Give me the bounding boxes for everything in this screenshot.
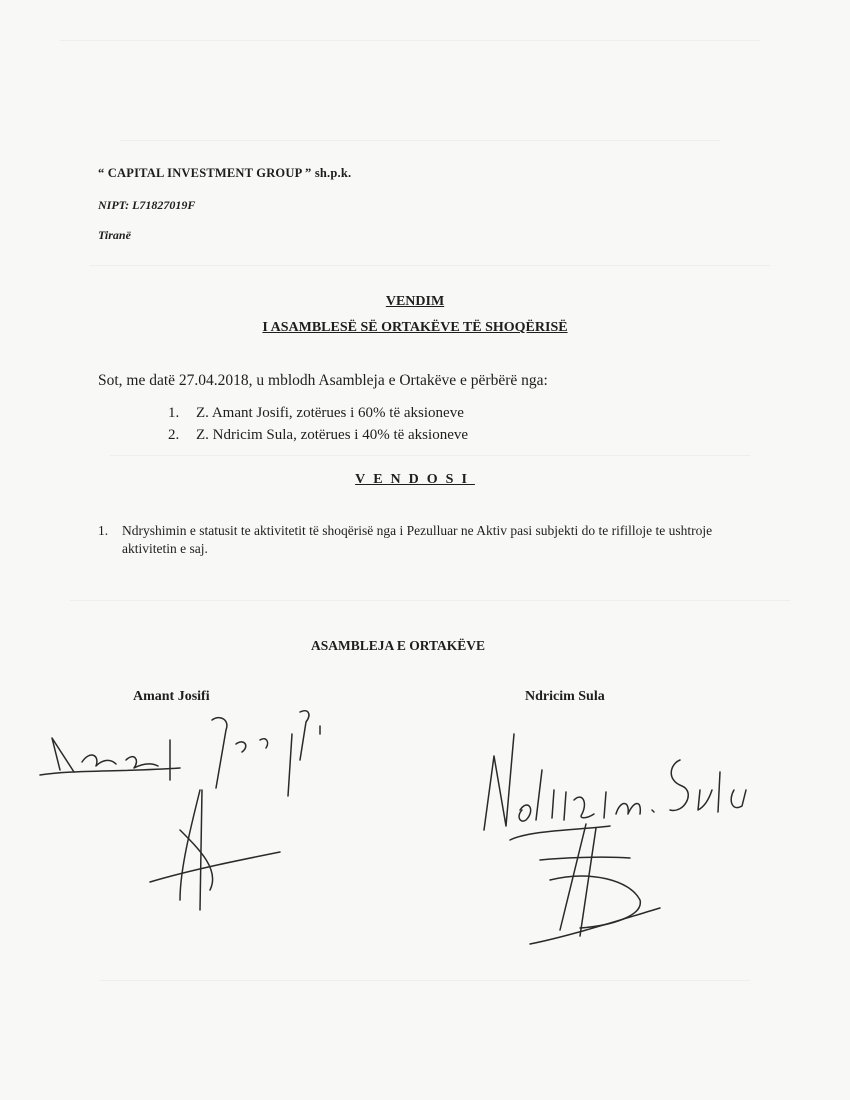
company-name: “ CAPITAL INVESTMENT GROUP ” sh.p.k. [98, 166, 352, 180]
list-item-number: 1. [168, 405, 180, 421]
decision-number: 1. [98, 523, 109, 538]
intro-paragraph: Sot, me datë 27.04.2018, u mblodh Asambleja e Ortakëve e përbërë nga: [98, 372, 548, 389]
assembly-label: ASAMBLEJA E ORTAKËVE [310, 638, 486, 653]
signatory-name-1: Amant Josifi [133, 689, 210, 704]
signature-ndricim-sula [470, 730, 760, 960]
signatory-name-2: Ndricim Sula [525, 689, 605, 704]
document-title: VENDIM [385, 294, 445, 309]
list-item-number: 2. [168, 427, 180, 443]
document-subtitle: I ASAMBLESË SË ORTAKËVE TË SHOQËRISË [262, 320, 568, 335]
decides-heading: VENDOSI [355, 472, 475, 487]
decision-text: Ndryshimin e statusit te aktivitetit të shoqërisë nga i Pezulluar ne Aktiv pasi subjekti do te rifilloje te ushtroje aktivitetin e saj. [122, 523, 713, 556]
nipt-number: NIPT: L71827019F [98, 198, 196, 212]
members-list [168, 402, 468, 446]
list-item-text: Z. Amant Josifi, zotërues i 60% të aksioneve [196, 405, 464, 421]
decision-item [98, 522, 748, 558]
list-item [168, 424, 468, 446]
list-item-text: Z. Ndricim Sula, zotërues i 40% të aksioneve [196, 427, 469, 443]
signature-amant-josifi [30, 700, 350, 930]
list-item [168, 402, 468, 424]
city: Tiranë [98, 228, 131, 242]
